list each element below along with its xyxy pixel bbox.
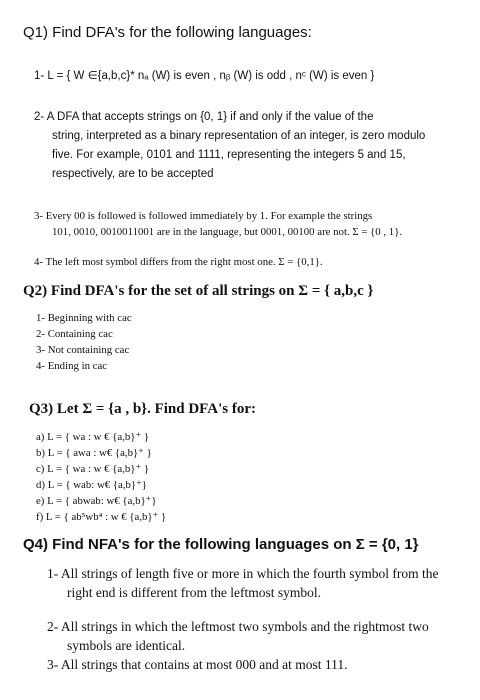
q4-item-3: 3- All strings that contains at most 000 and at most 111. (47, 657, 348, 672)
q1-item-2-line-4: respectively, are to be accepted (52, 168, 214, 180)
q3-item-d: d) L = { wab: w€ {a,b}⁺} (36, 479, 147, 491)
q4-item-1-line-1: 1- All strings of length five or more in which the fourth symbol from the (47, 566, 439, 581)
q1-item-3-line-2: 101, 0010, 0010011001 are in the language, but 0001, 00100 are not. Σ = {0 , 1}. (52, 226, 403, 238)
q3-item-a: a) L = { wa : w € {a,b}⁺ } (36, 431, 150, 443)
q4-title: Q4) Find NFA's for the following languages on Σ = {0, 1} (23, 536, 419, 553)
q2-item-4: 4- Ending in cac (36, 360, 108, 372)
q1-item-1: 1- L = { W ∈{a,b,c}* nₐ (W) is even , nᵦ (W) is odd , nᶜ (W) is even } (34, 70, 375, 82)
q2-item-1: 1- Beginning with cac (36, 312, 132, 324)
q3-item-e: e) L = { abwab: w€ {a,b}⁺} (36, 495, 157, 507)
q1-item-2-line-2: string, interpreted as a binary representation of an integer, is zero modulo (52, 130, 426, 142)
q2-item-3: 3- Not containing cac (36, 344, 130, 356)
q1-item-4: 4- The left most symbol differs from the right most one. Σ = {0,1}. (34, 256, 323, 268)
q4-item-2-line-1: 2- All strings in which the leftmost two symbols and the rightmost two (47, 619, 429, 634)
q1-title: Q1) Find DFA's for the following languages: (23, 24, 312, 41)
q1-item-2-line-3: five. For example, 0101 and 1111, representing the integers 5 and 15, (52, 149, 406, 161)
q2-title: Q2) Find DFA's for the set of all strings on Σ = { a,b,c } (23, 283, 374, 299)
q3-item-c: c) L = { wa : w € {a,b}⁺ } (36, 463, 150, 475)
q1-item-2-line-1: 2- A DFA that accepts strings on {0, 1} if and only if the value of the (34, 111, 374, 123)
q4-item-1-line-2: right end is different from the leftmost symbol. (67, 585, 321, 600)
q3-title: Q3) Let Σ = {a , b}. Find DFA's for: (29, 401, 256, 417)
q3-item-b: b) L = { awa : w€ {a,b}⁺ } (36, 447, 152, 459)
q2-item-2: 2- Containing cac (36, 328, 113, 340)
q1-item-3-line-1: 3- Every 00 is followed is followed immediately by 1. For example the strings (34, 210, 373, 222)
q3-item-f: f) L = { ab⁵wb⁴ : w € {a,b}⁺ } (36, 511, 167, 523)
q4-item-2-line-2: symbols are identical. (67, 638, 186, 653)
